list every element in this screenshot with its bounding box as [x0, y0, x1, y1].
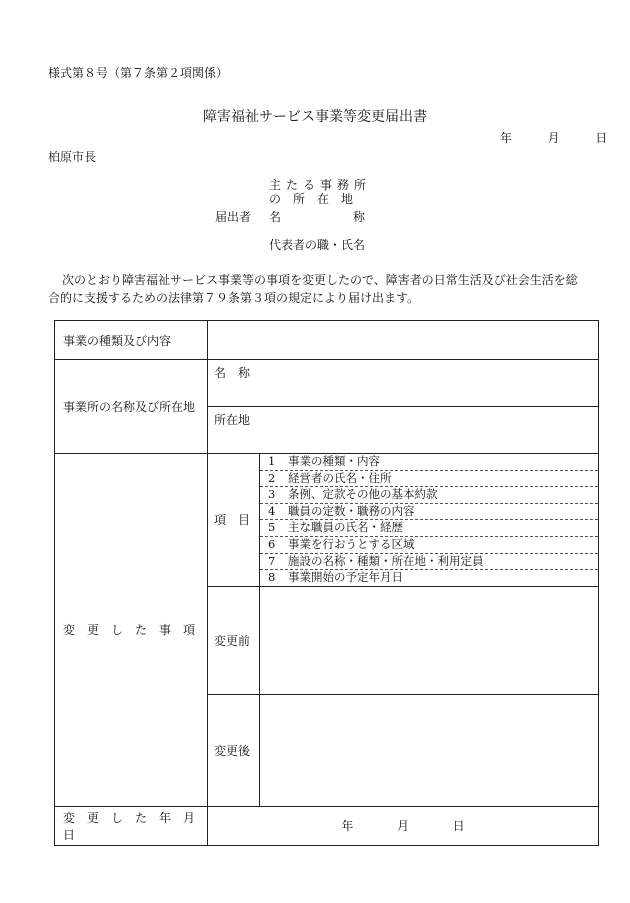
after-change-field[interactable] [260, 694, 599, 806]
date-day: 日 [595, 131, 608, 145]
body-text: 次のとおり障害福祉サービス事業等の事項を変更したので、障害者の日常生活及び社会生活を総合的に支援するための法律第７９条第３項の規定により届け出ます。 [48, 273, 578, 305]
applicant-name-label: 名 称 [269, 210, 366, 224]
representative-label: 代表者の職・氏名 [269, 238, 366, 252]
business-type-label: 事業の種類及び内容 [55, 321, 208, 360]
date-year: 年 [500, 131, 513, 145]
business-type-field[interactable] [208, 321, 599, 360]
items-label: 項 目 [208, 454, 260, 587]
document-title: 障害福祉サービス事業等変更届出書 [203, 109, 427, 125]
office-address-field[interactable] [208, 407, 599, 454]
office-name-sub-label: 名 称 [214, 366, 251, 380]
items-list [260, 454, 599, 587]
date-month: 月 [547, 131, 560, 145]
list-item[interactable]: 1 事業の種類・内容 [260, 454, 598, 471]
office-address-sub-label: 所在地 [214, 413, 251, 427]
change-date-label: 変 更 し た 年 月 日 [55, 806, 208, 845]
applicant-label: 届出者 [215, 210, 252, 224]
changed-items-label: 変 更 し た 事 項 [55, 454, 208, 807]
office-address-label-2: の 所 在 地 [269, 192, 354, 206]
change-date-month: 月 [396, 819, 409, 834]
change-date-year: 年 [341, 819, 354, 834]
change-date-day: 日 [452, 819, 465, 834]
list-item[interactable]: 7 施設の名称・種類・所在地・利用定員 [260, 554, 598, 571]
submission-date [500, 129, 607, 146]
before-change-field[interactable] [260, 586, 599, 694]
change-notification-table [54, 320, 599, 846]
before-change-label: 変更前 [208, 586, 260, 694]
list-item[interactable]: 6 事業を行おうとする区域 [260, 537, 598, 554]
change-date-field[interactable] [208, 806, 599, 845]
office-name-field[interactable] [208, 360, 599, 407]
list-item[interactable]: 8 事業開始の予定年月日 [268, 570, 403, 585]
list-item[interactable]: 3 条例、定款その他の基本約款 [260, 487, 598, 504]
addressee: 柏原市長 [48, 150, 97, 164]
list-item[interactable]: 4 職員の定数・職務の内容 [260, 504, 598, 521]
form-number: 様式第８号（第７条第２項関係） [48, 66, 229, 80]
office-name-address-label: 事業所の名称及び所在地 [55, 360, 208, 454]
list-item[interactable]: 5 主な職員の氏名・経歴 [260, 520, 598, 537]
office-address-label: 主たる事務所 [269, 178, 372, 192]
after-change-label: 変更後 [208, 694, 260, 806]
list-item[interactable]: 2 経営者の氏名・住所 [260, 471, 598, 488]
